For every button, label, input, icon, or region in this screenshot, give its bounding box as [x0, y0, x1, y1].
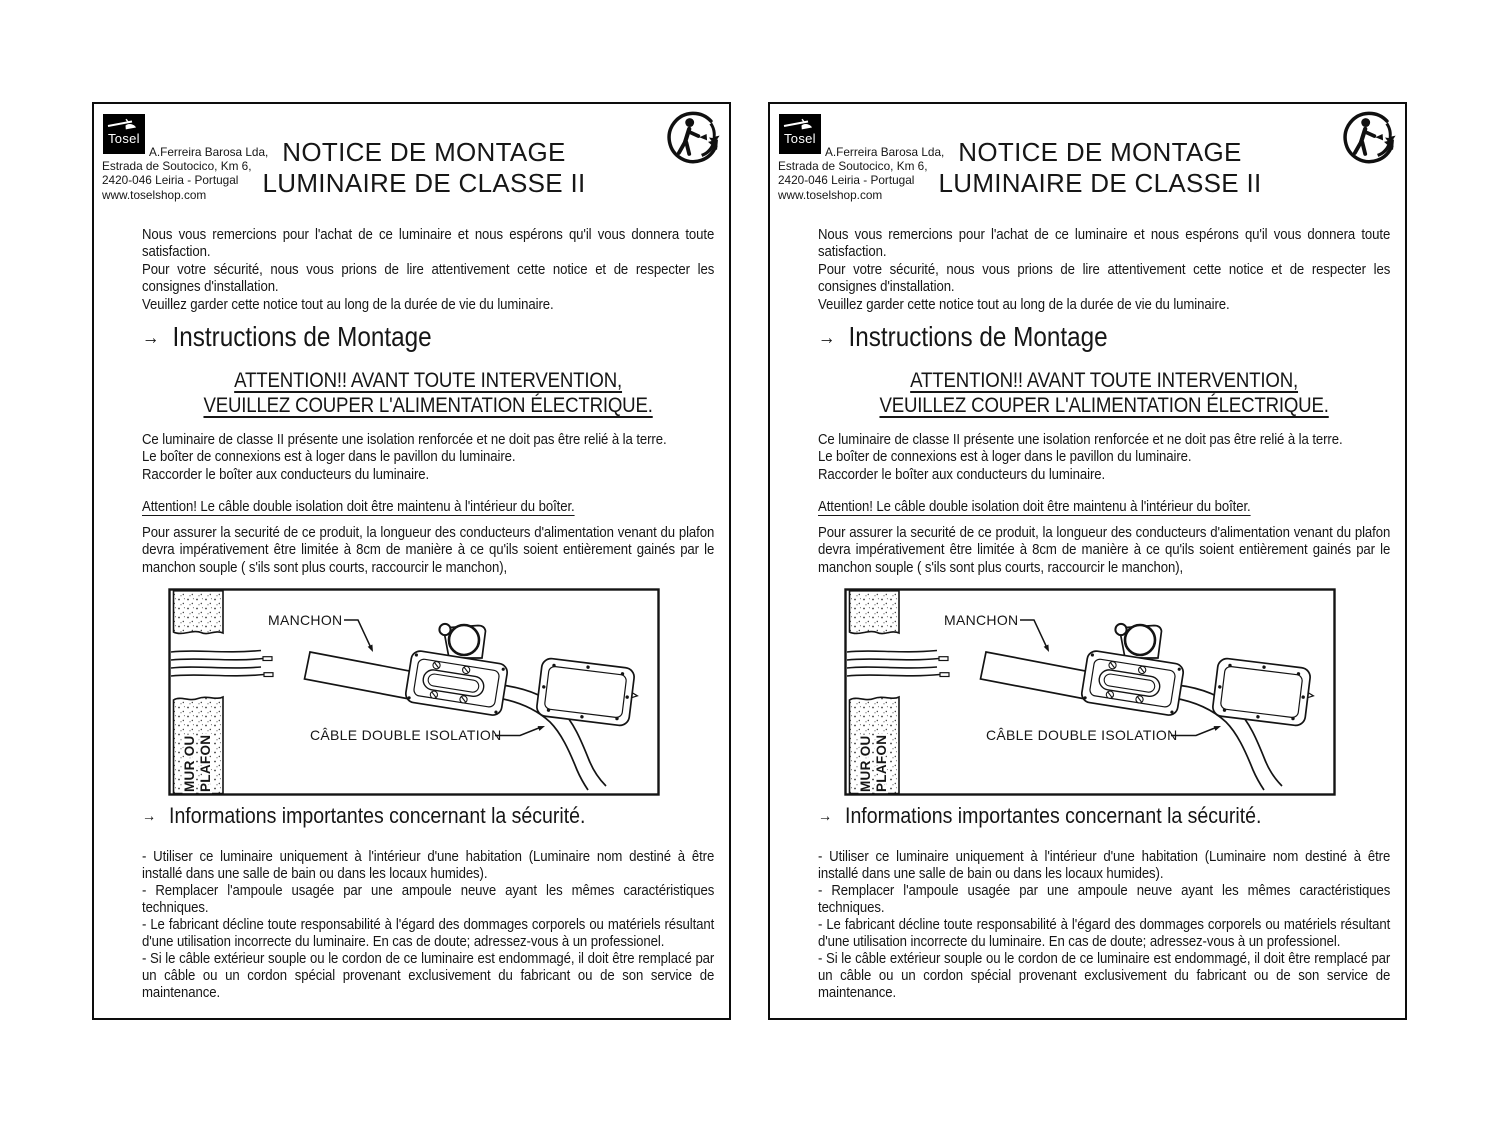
company-name: A.Ferreira Barosa Lda, [825, 145, 945, 159]
wall-label-line2: PLAFON [874, 734, 889, 792]
class2-notes [818, 431, 1390, 483]
tosel-logo-text: Tosel [108, 131, 140, 146]
document-title-line2: LUMINAIRE DE CLASSE II [262, 168, 586, 198]
class2-note-2: Le boîter de connexions est à loger dans le pavillon du luminaire. [818, 448, 1192, 466]
manchon-label: MANCHON [944, 612, 1019, 628]
cable-attention-note: Attention! Le câble double isolation doit être maintenu à l'intérieur du boîter. [818, 498, 1251, 515]
notice-panel-left [92, 102, 731, 1020]
address-website: www.toselshop.com [778, 187, 883, 202]
cable-attention-note: Attention! Le câble double isolation doit être maintenu à l'intérieur du boîter. [142, 498, 575, 515]
safety-item-3: - Le fabricant décline toute responsabilité à l'égard des dommages corporels ou matériels résultant d'une utilisation incorrecte du luminaire. En cas de doute; adressez-vous à un professionel. [142, 916, 715, 950]
section-heading-securite [142, 803, 714, 831]
notice-sheet [770, 104, 1405, 1018]
address-city: 2420-046 Leiria - Portugal [778, 173, 915, 188]
sleeve-paragraph: Pour assurer la securité de ce produit, la longueur des conducteurs d'alimentation venant du plafon devra impérativement être limitée à 8cm de manière à ce qu'ils soient entièrement gainés par le manchon souple ( s'ils sont plus courts, raccourcir le manchon), [142, 524, 715, 576]
class2-note-3: Raccorder le boîter aux conducteurs du luminaire. [142, 465, 430, 483]
warning-banner [818, 368, 1390, 419]
tosel-logo-text: Tosel [784, 131, 816, 146]
address-street: Estrada de Soutocico, Km 6, [778, 159, 928, 173]
safety-item-1: - Utiliser ce luminaire uniquement à l'intérieur d'une habitation (Luminaire nom destiné à être installé dans une salle de bain ou dans les locaux humides). [142, 848, 715, 882]
cover-box [536, 658, 641, 728]
mounting-diagram [844, 588, 1336, 796]
mounting-diagram-figure [844, 588, 1336, 796]
wire-tip [940, 673, 949, 677]
warning-line1: ATTENTION!! AVANT TOUTE INTERVENTION, [234, 368, 623, 392]
suspension-ring [1125, 625, 1155, 655]
safety-item-4: - Si le câble extérieur souple ou le cordon de ce luminaire est endommagé, il doit être remplacé par un câble ou un cordon spécial provenant exclusivement du fabricant ou de son service de maintenance. [142, 950, 715, 1001]
intro-paragraph-2: Pour votre sécurité, nous vous prions de lire attentivement cette notice et de respecter les consignes d'installation. [142, 260, 715, 296]
intro-paragraphs [142, 226, 714, 313]
warning-line1: ATTENTION!! AVANT TOUTE INTERVENTION, [910, 368, 1299, 392]
manchon-label: MANCHON [268, 612, 343, 628]
section-heading-securite-label: Informations importantes concernant la sécurité. [169, 803, 586, 828]
small-ring [1115, 624, 1126, 635]
class2-notes [142, 431, 714, 483]
sleeve-paragraph: Pour assurer la securité de ce produit, la longueur des conducteurs d'alimentation venant du plafon devra impérativement être limitée à 8cm de manière à ce qu'ils soient entièrement gainés par le manchon souple ( s'ils sont plus courts, raccourcir le manchon), [818, 524, 1391, 576]
cable-double-isolation-label: CÂBLE DOUBLE ISOLATION [310, 727, 502, 743]
wall-label-line1: MUR OU [182, 735, 197, 792]
document-title-line1: NOTICE DE MONTAGE [282, 137, 566, 167]
section-heading-securite-label: Informations importantes concernant la sécurité. [845, 803, 1262, 828]
intro-paragraph-3: Veuillez garder cette notice tout au long de la durée de vie du luminaire. [142, 295, 554, 313]
intro-paragraph-1: Nous vous remercions pour l'achat de ce luminaire et nous espérons qu'il vous donnera toute satisfaction. [142, 226, 715, 261]
intro-paragraph-1: Nous vous remercions pour l'achat de ce luminaire et nous espérons qu'il vous donnera toute satisfaction. [818, 226, 1391, 261]
wall-section-upper [850, 591, 900, 634]
safety-item-4: - Si le câble extérieur souple ou le cordon de ce luminaire est endommagé, il doit être remplacé par un câble ou un cordon spécial provenant exclusivement du fabricant ou de son service de maintenance. [818, 950, 1391, 1001]
intro-paragraph-2: Pour votre sécurité, nous vous prions de lire attentivement cette notice et de respecter les consignes d'installation. [818, 260, 1391, 296]
section-heading-securite [818, 803, 1390, 831]
tosel-logo [779, 114, 821, 154]
body-column [818, 104, 1390, 1018]
document-title-line1: NOTICE DE MONTAGE [958, 137, 1242, 167]
intro-paragraphs [818, 226, 1390, 313]
notice-sheet [94, 104, 729, 1018]
arrow-bullet-icon: → [818, 807, 833, 825]
warning-line2: VEUILLEZ COUPER L'ALIMENTATION ÉLECTRIQUE. [879, 393, 1329, 418]
document-title-line2: LUMINAIRE DE CLASSE II [938, 168, 1262, 198]
warning-line2: VEUILLEZ COUPER L'ALIMENTATION ÉLECTRIQUE. [203, 393, 653, 418]
suspension-ring [449, 625, 479, 655]
wall-section-upper [174, 591, 224, 634]
class2-note-1: Ce luminaire de classe II présente une isolation renforcée et ne doit pas être relié à la terre. [142, 431, 667, 448]
tosel-logo [103, 114, 145, 154]
class2-note-3: Raccorder le boîter aux conducteurs du luminaire. [818, 465, 1106, 483]
company-name: A.Ferreira Barosa Lda, [149, 145, 269, 159]
cable-double-isolation-label: CÂBLE DOUBLE ISOLATION [986, 727, 1178, 743]
safety-item-3: - Le fabricant décline toute responsabilité à l'égard des dommages corporels ou matériels résultant d'une utilisation incorrecte du luminaire. En cas de doute; adressez-vous à un professionel. [818, 916, 1391, 950]
class2-note-2: Le boîter de connexions est à loger dans le pavillon du luminaire. [142, 448, 516, 466]
safety-items [818, 848, 1390, 1001]
wire-tip [264, 673, 273, 677]
arrow-bullet-icon: → [818, 327, 836, 349]
wall-label-line1: MUR OU [858, 735, 873, 792]
mounting-diagram [168, 588, 660, 796]
section-heading-montage [142, 321, 714, 356]
address-website: www.toselshop.com [102, 187, 207, 202]
wall-label-line2: PLAFON [198, 734, 213, 792]
mounting-diagram-figure [168, 588, 660, 796]
tosel-logo-icon [779, 114, 821, 154]
warning-banner [142, 368, 714, 419]
safety-item-1: - Utiliser ce luminaire uniquement à l'intérieur d'une habitation (Luminaire nom destiné à être installé dans une salle de bain ou dans les locaux humides). [818, 848, 1391, 882]
small-ring [439, 624, 450, 635]
wire-tip [263, 657, 272, 661]
cover-box [1212, 658, 1317, 728]
safety-item-2: - Remplacer l'ampoule usagée par une ampoule neuve ayant les mêmes caractéristiques techniques. [142, 882, 715, 916]
tosel-logo-icon [103, 114, 145, 154]
arrow-bullet-icon: → [142, 807, 157, 825]
address-street: Estrada de Soutocico, Km 6, [102, 159, 252, 173]
body-column [142, 104, 714, 1018]
section-heading-montage [818, 321, 1390, 356]
arrow-bullet-icon: → [142, 327, 160, 349]
address-city: 2420-046 Leiria - Portugal [102, 173, 239, 188]
intro-paragraph-3: Veuillez garder cette notice tout au long de la durée de vie du luminaire. [818, 295, 1230, 313]
section-heading-montage-label: Instructions de Montage [848, 321, 1108, 352]
wire-tip [939, 657, 948, 661]
section-heading-montage-label: Instructions de Montage [172, 321, 432, 352]
notice-panel-right [768, 102, 1407, 1020]
safety-item-2: - Remplacer l'ampoule usagée par une ampoule neuve ayant les mêmes caractéristiques techniques. [818, 882, 1391, 916]
class2-note-1: Ce luminaire de classe II présente une isolation renforcée et ne doit pas être relié à la terre. [818, 431, 1343, 448]
safety-items [142, 848, 714, 1001]
